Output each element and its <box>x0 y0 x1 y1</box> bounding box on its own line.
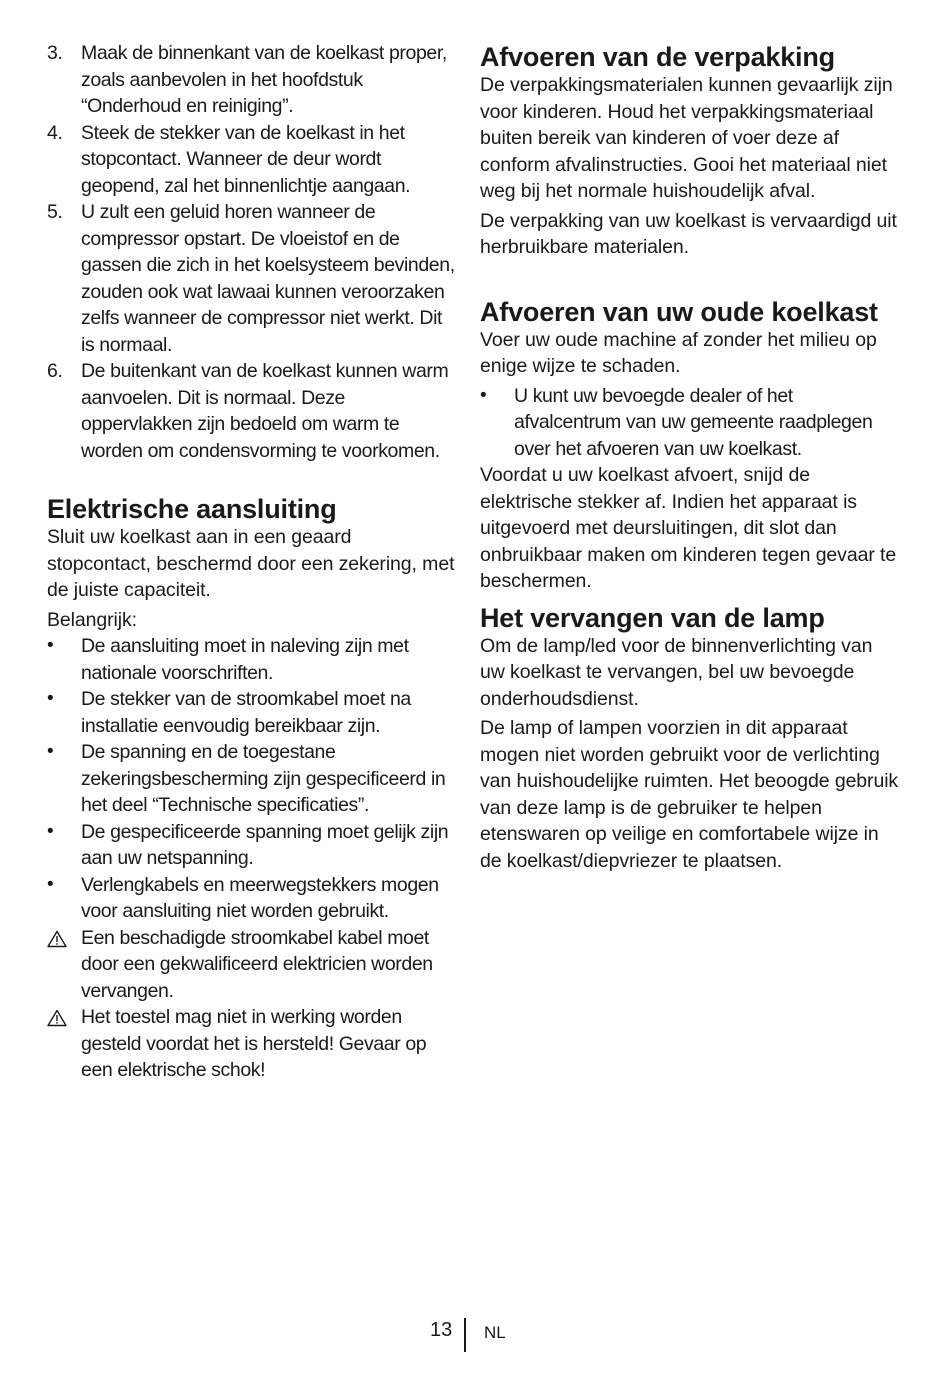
step-number: 3. <box>47 42 63 64</box>
bullet-icon: • <box>47 688 54 709</box>
bullet-text: U kunt uw bevoegde dealer of het afvalcentrum van uw gemeente raadplegen over het afvoeren van uw koelkast. <box>514 384 873 460</box>
step-text: Steek de stekker van de koelkast in het stopcontact. Wanneer de deur wordt geopend, zal het binnenlichtje aangaan. <box>81 121 411 197</box>
list-item <box>47 686 457 739</box>
bullet-text: De stekker van de stroomkabel moet na installatie eenvoudig bereikbaar zijn. <box>81 688 411 737</box>
step-number: 5. <box>47 201 63 223</box>
important-label: Belangrijk: <box>47 608 137 631</box>
setup-steps-list <box>47 40 457 464</box>
list-item <box>47 739 457 819</box>
footer-divider <box>464 1318 466 1352</box>
bullet-text: Verlengkabels en meerwegstekkers mogen voor aansluiting niet worden gebruikt. <box>81 873 439 922</box>
language-code: NL <box>484 1323 506 1342</box>
bullet-icon: • <box>47 635 54 656</box>
lamp-paragraph-2: De lamp of lampen voorzien in dit apparaat mogen niet worden gebruikt voor de verlichting van huishoudelijke ruimten. Het beoogde gebruik van deze lamp is de gebruiker te helpen etenswaren op veilige en comfortabele wijze in de koelkast/diepvriezer te plaatsen. <box>480 717 899 872</box>
bullet-icon: • <box>47 741 54 762</box>
bullet-icon: • <box>47 873 54 895</box>
electrical-intro: Sluit uw koelkast aan in een geaard stopcontact, beschermd door een zekering, met de juiste capaciteit. <box>47 526 455 601</box>
list-item <box>47 120 457 200</box>
bullet-icon: • <box>47 820 54 842</box>
bullet-text: De spanning en de toegestane zekeringsbescherming zijn gespecificeerd in het deel “Technische specificaties”. <box>81 741 446 816</box>
right-column <box>480 40 900 874</box>
list-item <box>47 199 457 358</box>
list-item <box>47 819 457 872</box>
left-column <box>47 40 457 1084</box>
warning-triangle-icon <box>47 930 67 948</box>
list-item <box>47 40 457 120</box>
lamp-heading: Het vervangen van de lamp <box>480 602 825 633</box>
list-item <box>47 358 457 464</box>
list-item <box>480 383 900 463</box>
list-item <box>47 925 457 1005</box>
step-text: De buitenkant van de koelkast kunnen warm aanvoelen. Dit is normaal. Deze oppervlakken zijn bedoeld om warm te worden om condensvorming te voorkomen. <box>81 360 449 462</box>
step-number: 6. <box>47 360 63 382</box>
page-number: 13 <box>430 1319 453 1341</box>
packaging-heading: Afvoeren van de verpakking <box>480 42 835 72</box>
bullet-text: De gespecificeerde spanning moet gelijk zijn aan uw netspanning. <box>81 820 449 869</box>
old-fridge-paragraph-1: Voer uw oude machine af zonder het milieu op enige wijze te schaden. <box>480 328 877 377</box>
electrical-heading: Elektrische aansluiting <box>47 494 337 524</box>
list-item <box>47 633 457 686</box>
warning-text: Het toestel mag niet in werking worden gesteld voordat het is hersteld! Gevaar op een elektrische schok! <box>81 1006 427 1081</box>
packaging-paragraph-1: De verpakkingsmaterialen kunnen gevaarlijk zijn voor kinderen. Houd het verpakkingsmateriaal buiten bereik van kinderen of voer deze af conform afvalinstructies. Gooi het materiaal niet weg bij het normale huishoudelijk afval. <box>480 74 893 202</box>
electrical-bullets-list <box>47 633 457 1084</box>
old-fridge-heading: Afvoeren van uw oude koelkast <box>480 296 878 327</box>
warning-triangle-icon <box>47 1009 67 1027</box>
warning-text: Een beschadigde stroomkabel kabel moet door een gekwalificeerd elektricien worden vervangen. <box>81 926 433 1002</box>
packaging-paragraph-2: De verpakking van uw koelkast is vervaardigd uit herbruikbare materialen. <box>480 209 897 258</box>
step-number: 4. <box>47 121 63 144</box>
list-item <box>47 872 457 925</box>
list-item <box>47 1004 457 1084</box>
old-fridge-paragraph-2: Voordat u uw koelkast afvoert, snijd de elektrische stekker af. Indien het apparaat is uitgevoerd met deursluitingen, dit slot dan onbruikbaar maken om kinderen tegen gevaar te beschermen. <box>480 464 897 592</box>
step-text: Maak de binnenkant van de koelkast proper, zoals aanbevolen in het hoofdstuk “Onderhoud en reiniging”. <box>81 42 447 117</box>
bullet-icon: • <box>480 384 487 406</box>
bullet-text: De aansluiting moet in naleving zijn met nationale voorschriften. <box>81 635 409 684</box>
old-fridge-bullets-list <box>480 383 900 463</box>
step-text: U zult een geluid horen wanneer de compressor opstart. De vloeistof en de gassen die zich in het koelsysteem bevinden, zouden ook wat lawaai kunnen veroorzaken zelfs wanneer de compressor niet werkt. Dit is normaal. <box>81 201 455 356</box>
lamp-paragraph-1: Om de lamp/led voor de binnenverlichting van uw koelkast te vervangen, bel uw bevoegde onderhoudsdienst. <box>480 634 873 710</box>
